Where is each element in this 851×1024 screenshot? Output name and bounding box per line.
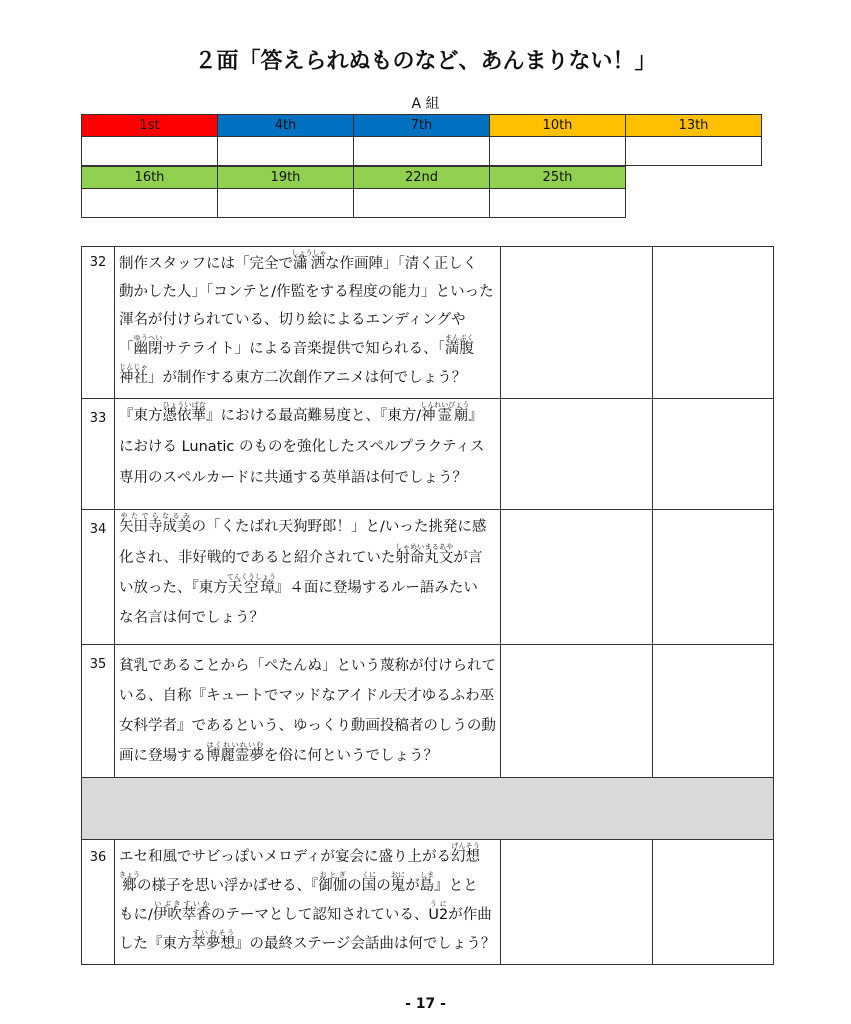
- ruby-word: [119, 363, 148, 386]
- ruby-word: [428, 900, 449, 923]
- text-segment: 渾名が付けられている、切り絵によるエンディングや: [119, 312, 466, 328]
- ruby-word: [444, 334, 474, 357]
- question-line: [119, 573, 500, 604]
- question-number: 35: [82, 645, 115, 778]
- text-segment: 女科学者』であるという、ゆっくり動画投稿者のしうの動: [119, 718, 496, 734]
- ruby-word: [152, 900, 211, 923]
- ruby-base: 鬼: [390, 878, 406, 894]
- ruby-word: [318, 871, 348, 894]
- ruby-reading: おに: [390, 871, 406, 879]
- ruby-word: [390, 871, 406, 894]
- ruby-reading: しま: [419, 871, 435, 879]
- group-label: A 組: [411, 96, 440, 112]
- text-segment: 「: [119, 341, 134, 357]
- ruby-word: [133, 334, 163, 357]
- schedule-answer-cell[interactable]: [82, 189, 218, 218]
- text-segment: な作画陣」「清く正しく: [325, 256, 478, 272]
- text-segment: の: [347, 878, 362, 894]
- text-segment: 化され、非好戦的であると紹介されていた: [119, 549, 396, 566]
- ruby-reading: いぶきすいか: [152, 900, 211, 908]
- ruby-base: 満腹: [444, 341, 474, 357]
- answer-cell[interactable]: [501, 645, 653, 778]
- schedule-header-7th: 7th: [354, 115, 490, 137]
- ruby-word: [191, 929, 236, 952]
- text-segment: 制作スタッフには「完全で: [119, 256, 293, 272]
- ruby-base: 萃夢想: [191, 936, 235, 952]
- text-segment: な名言は何でしょう？: [119, 609, 264, 626]
- ruby-reading: おとぎ: [318, 871, 348, 879]
- text-segment: 専用のスペルカードに共通する英単語は何でしょう？: [119, 470, 467, 486]
- question-line: [119, 871, 500, 900]
- question-line: [119, 278, 500, 306]
- ruby-word: [226, 573, 276, 596]
- score-cell[interactable]: [653, 840, 774, 965]
- ruby-reading: しょうしゃ: [291, 249, 327, 257]
- gray-band: [82, 778, 774, 840]
- score-cell[interactable]: [653, 645, 774, 778]
- text-segment: 』における最高難易度と、『東方/: [206, 408, 422, 424]
- question-line: [119, 604, 500, 634]
- score-cell[interactable]: [653, 399, 774, 510]
- ruby-reading: まんぷく: [444, 334, 474, 342]
- text-segment: 』とと: [434, 878, 478, 894]
- schedule-answer-cell[interactable]: [218, 137, 354, 166]
- ruby-word: [119, 512, 192, 535]
- text-segment: 」が制作する東方二次創作アニメは何でしょう？: [148, 370, 467, 386]
- question-text: [115, 840, 501, 965]
- page-title: ２面「答えられぬものなど、あんまりない！」: [194, 48, 657, 74]
- question-text: [115, 510, 501, 645]
- ruby-base: 郷: [119, 878, 140, 894]
- schedule-answer-cell[interactable]: [490, 137, 626, 166]
- question-row: [82, 510, 774, 645]
- schedule-header-16th: 16th: [82, 167, 218, 189]
- text-segment: が言: [453, 549, 483, 566]
- text-segment: のテーマとして認知されている、: [210, 907, 429, 923]
- separator-row: [82, 778, 774, 840]
- ruby-base: 伊吹萃香: [152, 907, 211, 923]
- schedule-answer-cell[interactable]: [626, 137, 762, 166]
- ruby-reading: ゆうへい: [133, 334, 163, 342]
- ruby-reading: げんそう: [451, 842, 481, 850]
- answer-cell[interactable]: [501, 510, 653, 645]
- question-line: [119, 401, 500, 432]
- question-row: [82, 399, 774, 510]
- question-line: [119, 842, 500, 871]
- text-segment: が作曲: [448, 907, 492, 923]
- question-row: [82, 840, 774, 965]
- ruby-word: [291, 249, 327, 272]
- ruby-reading: しゃめいまるあや: [395, 542, 454, 551]
- text-segment: 』の最終ステージ会話曲は何でしょう？: [235, 936, 496, 952]
- question-number: 32: [82, 247, 115, 399]
- page-number: - 17 -: [405, 996, 446, 1012]
- text-segment: 』: [468, 408, 483, 424]
- ruby-word: [395, 542, 454, 566]
- ruby-base: 御伽: [318, 878, 348, 894]
- text-segment: が: [405, 878, 420, 894]
- schedule-header-25th: 25th: [490, 167, 626, 189]
- question-line: [119, 334, 500, 363]
- ruby-reading: はくれいれいむ: [206, 741, 264, 749]
- question-line: [119, 543, 500, 574]
- text-segment: の「くたばれ天狗野郎！」と/いった挑発に感: [191, 519, 487, 535]
- question-number: 36: [82, 840, 115, 965]
- ruby-base: 幽閉: [133, 341, 163, 357]
- question-line: [119, 432, 500, 463]
- score-cell[interactable]: [653, 510, 774, 645]
- text-segment: サテライト」による音楽提供で知られる、「: [162, 341, 445, 357]
- ruby-word: [419, 871, 435, 894]
- answer-cell[interactable]: [501, 247, 653, 399]
- question-table: [81, 246, 774, 965]
- schedule-answer-cell[interactable]: [354, 189, 490, 218]
- question-number: 33: [82, 399, 115, 510]
- ruby-reading: やたでらなるみ: [119, 512, 192, 520]
- schedule-answer-cell[interactable]: [490, 189, 626, 218]
- ruby-word: [420, 401, 470, 424]
- schedule-header-1st: 1st: [82, 115, 218, 137]
- ruby-base: 矢田寺成美: [119, 519, 192, 535]
- ruby-base: 博麗霊夢: [206, 748, 264, 764]
- question-line: [119, 900, 500, 929]
- question-row: [82, 645, 774, 778]
- text-segment: における Lunatic のものを強化したスペルプラクティス: [119, 439, 485, 455]
- schedule-table-row2: [81, 166, 626, 218]
- text-segment: の: [376, 878, 391, 894]
- text-segment: エセ和風でサビっぽいメロディが宴会に盛り上がる: [119, 849, 452, 865]
- text-segment: 動かした人」「コンテと/作監をする程度の能力」といった: [119, 284, 494, 300]
- text-segment: もに/: [119, 907, 153, 923]
- text-segment: いる、自称『キュートでマッドなアイドル天才ゆるふわ巫: [119, 688, 495, 704]
- ruby-reading: うに: [428, 900, 449, 908]
- text-segment: の様子を思い浮かばせる、『: [137, 878, 319, 894]
- ruby-base: 憑依華: [162, 408, 206, 424]
- question-line: [119, 306, 500, 334]
- ruby-reading: きょう: [119, 871, 140, 879]
- ruby-base: U2: [428, 907, 449, 923]
- text-segment: 『東方: [119, 408, 163, 424]
- question-text: [115, 399, 501, 510]
- question-line: [119, 741, 500, 771]
- ruby-base: 瀟洒: [291, 256, 327, 272]
- ruby-word: [206, 741, 264, 764]
- ruby-reading: てんくうしょう: [226, 573, 276, 581]
- schedule-header-22nd: 22nd: [354, 167, 490, 189]
- question-line: [119, 651, 500, 681]
- text-segment: 画に登場する: [119, 748, 206, 764]
- ruby-reading: くに: [361, 871, 377, 879]
- ruby-base: 幻想: [451, 849, 481, 865]
- ruby-word: [451, 842, 481, 865]
- text-segment: 』４面に登場するルー語みたい: [274, 580, 478, 596]
- question-line: [119, 512, 500, 543]
- question-line: [119, 249, 500, 278]
- schedule-header-19th: 19th: [218, 167, 354, 189]
- question-line: [119, 929, 500, 958]
- ruby-reading: すいむそう: [191, 929, 235, 937]
- text-segment: 貧乳であることから「ぺたんぬ」という蔑称が付けられて: [119, 658, 496, 674]
- ruby-word: [119, 871, 140, 894]
- schedule-header-4th: 4th: [218, 115, 354, 137]
- question-text: [115, 247, 501, 399]
- ruby-base: 国: [361, 878, 377, 894]
- ruby-base: 神社: [119, 370, 148, 386]
- answer-cell[interactable]: [501, 399, 653, 510]
- text-segment: い放った、『東方: [119, 580, 228, 596]
- ruby-base: 島: [419, 878, 435, 894]
- schedule-header-13th: 13th: [626, 115, 762, 137]
- ruby-base: 射命丸文: [395, 549, 454, 566]
- ruby-base: 天空璋: [226, 580, 276, 596]
- schedule-header-10th: 10th: [490, 115, 626, 137]
- question-line: [119, 463, 500, 494]
- ruby-reading: しんれいびょう: [420, 401, 470, 409]
- schedule-answer-cell[interactable]: [218, 189, 354, 218]
- question-line: [119, 363, 500, 392]
- schedule-answer-cell[interactable]: [354, 137, 490, 166]
- question-row: [82, 247, 774, 399]
- schedule-table-row1: [81, 114, 762, 166]
- ruby-reading: じんじゃ: [119, 363, 148, 371]
- ruby-word: [162, 401, 207, 424]
- answer-cell[interactable]: [501, 840, 653, 965]
- question-line: [119, 681, 500, 711]
- schedule-answer-cell[interactable]: [82, 137, 218, 166]
- question-text: [115, 645, 501, 778]
- text-segment: した『東方: [119, 936, 192, 952]
- ruby-word: [361, 871, 377, 894]
- question-line: [119, 711, 500, 741]
- ruby-base: 神霊廟: [420, 408, 470, 424]
- score-cell[interactable]: [653, 247, 774, 399]
- text-segment: を俗に何というでしょう？: [264, 748, 438, 764]
- question-number: 34: [82, 510, 115, 645]
- ruby-reading: ひょういばな: [162, 401, 206, 409]
